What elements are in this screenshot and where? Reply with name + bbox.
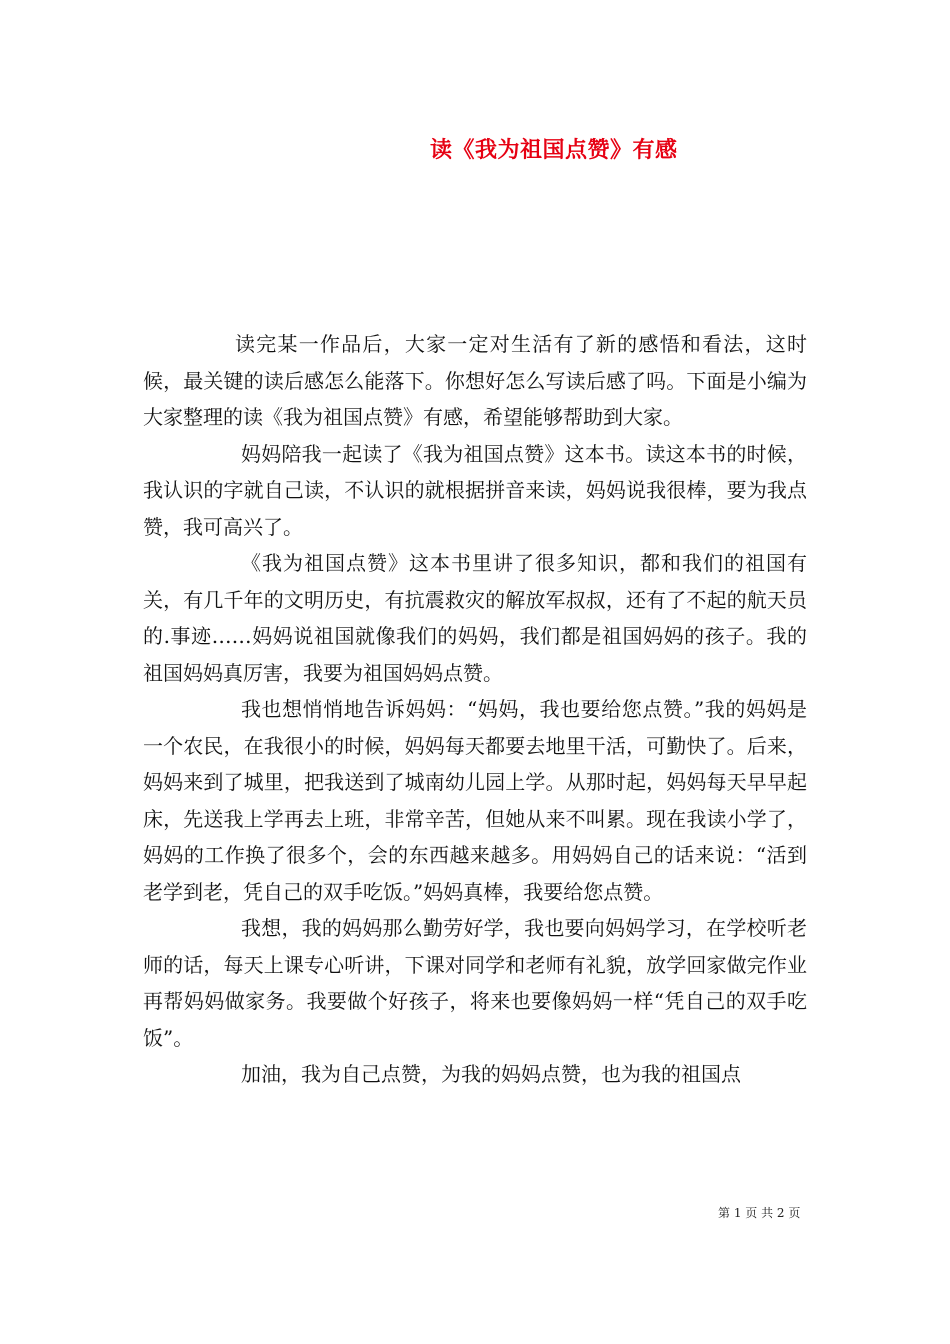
paragraph-4: 我也想悄悄地告诉妈妈：“妈妈，我也要给您点赞。”我的妈妈是一个农民，在我很小的时候，妈妈每天都要去地里干活，可勤快了。后来，妈妈来到了城里，把我送到了城南幼儿园上学。从那时起，妈妈每天早早起床，先送我上学再去上班，非常辛苦，但她从来不叫累。现在我读小学了，妈妈的工作换了很多个，会的东西越来越多。用妈妈自己的话来说：“活到老学到老，凭自己的双手吃饭。”妈妈真棒，我要给您点赞。 [143, 697, 807, 904]
paragraph-1: 读完某一作品后，大家一定对生活有了新的感悟和看法，这时候，最关键的读后感怎么能落下。你想好怎么写读后感了吗。下面是小编为大家整理的读《我为祖国点赞》有感，希望能够帮助到大家。 [143, 332, 807, 429]
paragraph-6: 加油，我为自己点赞，为我的妈妈点赞，也为我的祖国点 [241, 1062, 741, 1086]
paragraph-3: 《我为祖国点赞》这本书里讲了很多知识，都和我们的祖国有关，有几千年的文明历史，有抗震救灾的解放军叔叔，还有了不起的航天员的.事迹……妈妈说祖国就像我们的妈妈，我们都是祖国妈妈的孩子。我的祖国妈妈真厉害，我要为祖国妈妈点赞。 [143, 551, 807, 685]
paragraph-2: 妈妈陪我一起读了《我为祖国点赞》这本书。读这本书的时候，我认识的字就自己读，不认识的就根据拼音来读，妈妈说我很棒，要为我点赞，我可高兴了。 [143, 441, 807, 539]
document-body [143, 326, 807, 1093]
page-number-footer: 第 1 页 共 2 页 [718, 1206, 801, 1220]
document-title: 读《我为祖国点赞》有感 [430, 137, 678, 163]
paragraph-5: 我想，我的妈妈那么勤劳好学，我也要向妈妈学习，在学校听老师的话，每天上课专心听讲，下课对同学和老师有礼貌，放学回家做完作业再帮妈妈做家务。我要做个好孩子，将来也要像妈妈一样“凭自己的双手吃饭”。 [143, 916, 807, 1050]
